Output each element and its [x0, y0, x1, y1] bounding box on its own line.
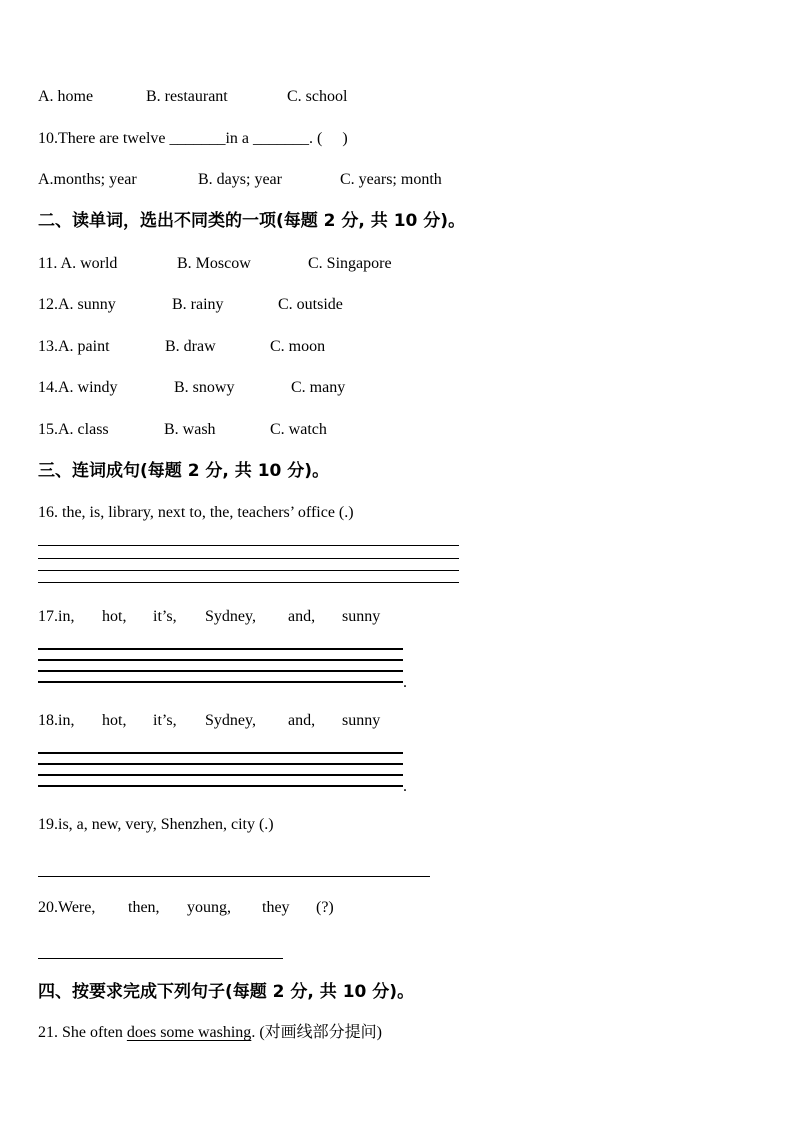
q20-word: young,	[187, 899, 231, 916]
q17-word: and,	[288, 608, 316, 625]
q18-answer-line	[38, 785, 403, 787]
q17-word: it’s,	[153, 608, 177, 625]
q16-answer-line	[38, 545, 459, 546]
q18-word: it’s,	[153, 712, 177, 729]
q13-option-b: B. draw	[165, 338, 216, 355]
q19-prompt: 19.is, a, new, very, Shenzhen, city (.)	[38, 816, 274, 833]
q18-word: Sydney,	[205, 712, 256, 729]
q17-answer-line	[38, 670, 403, 672]
q18-word: and,	[288, 712, 316, 729]
q17-answer-line	[38, 659, 403, 661]
q18-word: 18.in,	[38, 712, 75, 729]
q18-answer-line	[38, 752, 403, 754]
q20-word: (?)	[316, 899, 334, 916]
q16-prompt: 16. the, is, library, next to, the, teachers’ office (.)	[38, 504, 354, 521]
q17-word: Sydney,	[205, 608, 256, 625]
q17-word: hot,	[102, 608, 127, 625]
q16-answer-line	[38, 558, 459, 559]
q16-answer-line	[38, 570, 459, 571]
q21-text-before: 21. She often	[38, 1024, 127, 1041]
q18-answer-line	[38, 774, 403, 776]
q21-prompt	[38, 1023, 382, 1043]
q19-answer-line	[38, 876, 430, 877]
q20-word: 20.Were,	[38, 899, 96, 916]
q9-option-a: A. home	[38, 88, 94, 105]
q12-option-b: B. rainy	[172, 296, 224, 313]
q20-word: they	[262, 899, 290, 916]
q17-answer-line	[38, 681, 403, 683]
q10-option-c: C. years; month	[340, 171, 442, 188]
q18-answer-line	[38, 763, 403, 765]
q20-word: then,	[128, 899, 160, 916]
q14-option-c: C. many	[291, 379, 346, 396]
q12-option-a: 12.A. sunny	[38, 296, 116, 313]
q12-option-c: C. outside	[278, 296, 343, 313]
q15-option-c: C. watch	[270, 421, 327, 438]
q17-answer-line	[38, 648, 403, 650]
q20-answer-line	[38, 958, 283, 959]
q17-word: sunny	[342, 608, 381, 625]
q11-option-a: 11. A. world	[38, 255, 118, 272]
q14-option-b: B. snowy	[174, 379, 235, 396]
q18-end-period: .	[403, 778, 407, 795]
q14-option-a: 14.A. windy	[38, 379, 118, 396]
section-4-heading: 四、按要求完成下列句子(每题 2 分, 共 10 分)。	[38, 982, 415, 1002]
q18-word: hot,	[102, 712, 127, 729]
q11-option-c: C. Singapore	[308, 255, 392, 272]
q11-option-b: B. Moscow	[177, 255, 251, 272]
q10-stem: 10.There are twelve _______in a _______. ( )	[38, 130, 348, 147]
q17-word: 17.in,	[38, 608, 75, 625]
q21-underlined-phrase: does some washing	[126, 1024, 252, 1041]
q15-option-b: B. wash	[164, 421, 216, 438]
section-2-heading: 二、读单词，选出不同类的一项(每题 2 分, 共 10 分)。	[38, 211, 466, 231]
q10-option-b: B. days; year	[198, 171, 282, 188]
q9-option-c: C. school	[287, 88, 348, 105]
q13-option-c: C. moon	[270, 338, 326, 355]
q16-answer-line	[38, 582, 459, 583]
q10-option-a: A.months; year	[38, 171, 137, 188]
q18-word: sunny	[342, 712, 381, 729]
q21-text-after: . (对画线部分提问)	[251, 1024, 382, 1041]
section-3-heading: 三、连词成句(每题 2 分, 共 10 分)。	[38, 461, 330, 481]
q13-option-a: 13.A. paint	[38, 338, 110, 355]
q15-option-a: 15.A. class	[38, 421, 109, 438]
q17-end-period: .	[403, 674, 407, 691]
q9-option-b: B. restaurant	[146, 88, 228, 105]
